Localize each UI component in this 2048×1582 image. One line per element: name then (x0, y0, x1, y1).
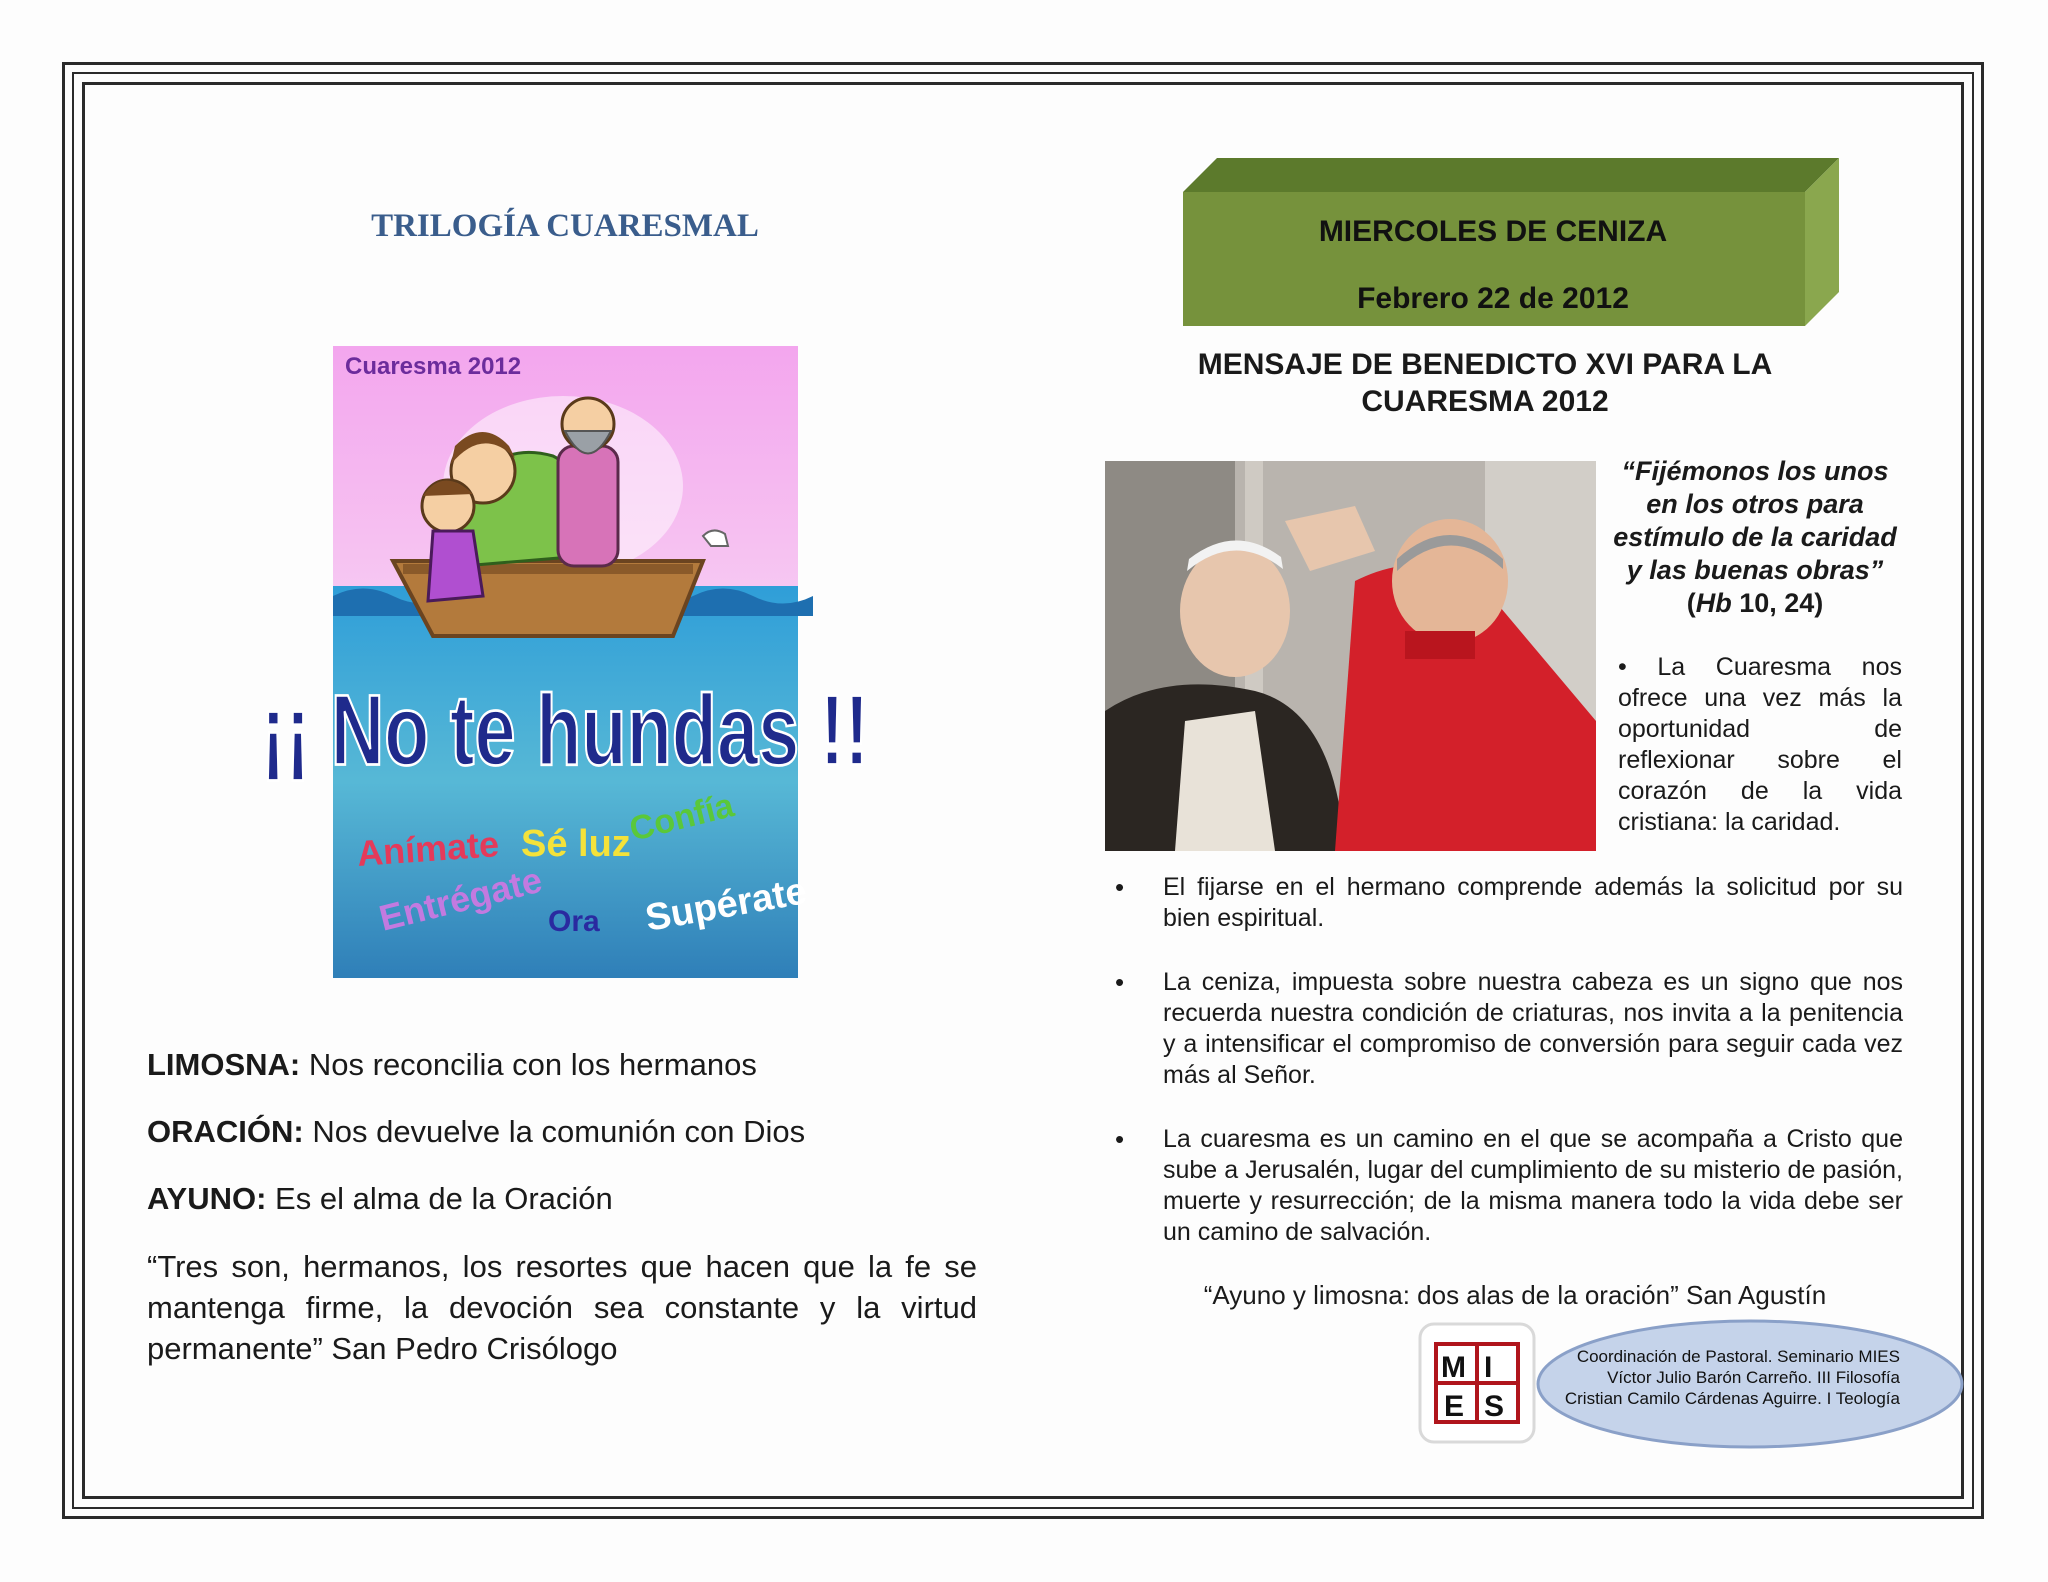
virtue-label: LIMOSNA: (147, 1047, 301, 1082)
virtue-label: ORACIÓN: (147, 1114, 304, 1149)
virtue-label: AYUNO: (147, 1181, 267, 1216)
trilogy-title: TRILOGÍA CUARESMAL (371, 208, 759, 244)
list-item: • La cuaresma es un camino en el que se acompaña a Cristo que sube a Jerusalén, lugar del cumplimiento de su misterio de pasión, muerte y resurrección; de la misma manera todo la vida debe ser un camino de salvación. (1113, 1124, 1903, 1248)
scripture-ref-book: Hb (1695, 588, 1732, 618)
svg-text:I: I (1484, 1351, 1493, 1384)
virtue-text: Nos devuelve la comunión con Dios (303, 1114, 806, 1149)
augustine-quote: “Ayuno y limosna: dos alas de la oración” San Agustín (1203, 1280, 1827, 1310)
poster-word-confia: Confía (625, 786, 738, 849)
credits-block (1530, 1346, 1900, 1409)
poster-word-superate: Supérate (642, 870, 810, 940)
ash-imposition-photo (1105, 461, 1596, 851)
poster-word-entregate: Entrégate (375, 858, 547, 939)
mies-logo (1418, 1322, 1536, 1444)
credit-line: Cristian Camilo Cárdenas Aguirre. I Teología (1564, 1389, 1900, 1408)
message-title: MENSAJE DE BENEDICTO XVI PARA LA CUARESMA 2012 (1197, 348, 1773, 418)
virtue-oracion (147, 1114, 805, 1150)
banner-line-1: MIERCOLES DE CENIZA (1318, 215, 1668, 248)
credit-line: Coordinación de Pastoral. Seminario MIES (1576, 1347, 1900, 1366)
list-item: • El fijarse en el hermano comprende además la solicitud por su bien espiritual. (1113, 872, 1903, 934)
virtue-text: Nos reconcilia con los hermanos (300, 1047, 757, 1082)
credit-line: Víctor Julio Barón Carreño. III Filosofía (1607, 1368, 1900, 1387)
virtue-text: Es el alma de la Oración (266, 1181, 613, 1216)
lent-poster-image (260, 346, 870, 978)
poster-slogan: ¡¡ No te hundas !! (260, 673, 870, 787)
svg-text:M: M (1441, 1351, 1466, 1384)
virtue-ayuno (147, 1181, 613, 1217)
poster-word-animate: Anímate (355, 823, 501, 874)
banner-line-2: Febrero 22 de 2012 (1357, 282, 1629, 315)
svg-text:E: E (1444, 1390, 1465, 1423)
crisologo-quote: “Tres son, hermanos, los resortes que hacen que la fe se mantenga firme, la devoción sea constante y la virtud permanente” San Pedro Crisólogo (147, 1249, 977, 1366)
poster-word-ora: Ora (548, 905, 600, 938)
list-item: • La ceniza, impuesta sobre nuestra cabeza es un signo que nos recuerda nuestra condición de criaturas, nos invita a la penitencia y a intensificar el compromiso de conversión para seguir cada vez más al Señor. (1113, 967, 1903, 1091)
message-bullet-list (1113, 872, 1903, 1281)
hebrews-scripture (1610, 455, 1900, 620)
svg-text:S: S (1484, 1390, 1505, 1423)
poster-word-se-luz: Sé luz (521, 823, 631, 865)
lent-intro-bullet: • La Cuaresma nos ofrece una vez más la oportunidad de reflexionar sobre el corazón de la vida cristiana: la caridad. (1618, 653, 1902, 836)
virtue-limosna (147, 1047, 757, 1083)
scripture-quote: “Fijémonos los unos en los otros para estímulo de la caridad y las buenas obras” (1613, 456, 1897, 585)
scripture-ref-rest: 10, 24) (1731, 588, 1824, 618)
scripture-ref-open: ( (1686, 588, 1696, 618)
poster-header: Cuaresma 2012 (345, 353, 522, 380)
